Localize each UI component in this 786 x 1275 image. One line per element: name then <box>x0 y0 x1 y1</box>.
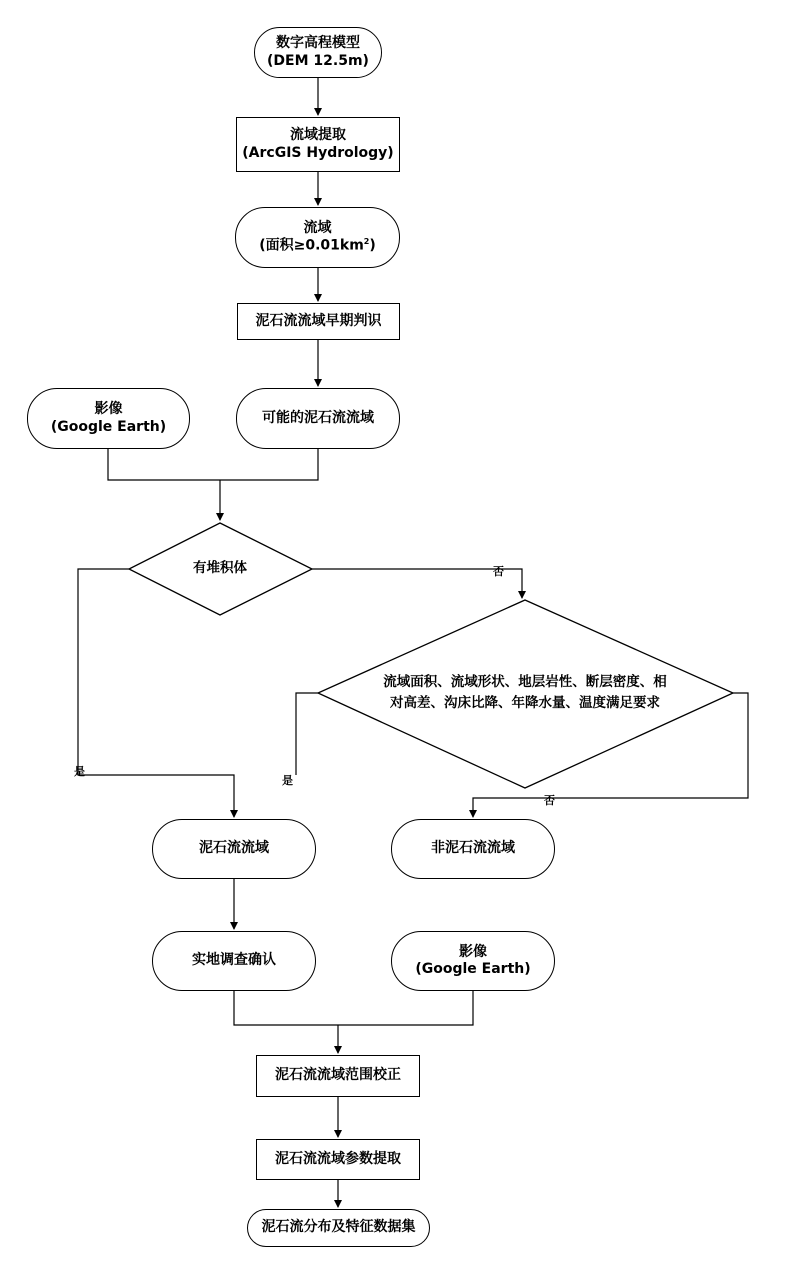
node-dataset-label: 泥石流分布及特征数据集 <box>261 1219 416 1236</box>
edge-label-deposit-no: 否 <box>493 565 504 578</box>
node-criteria-label <box>340 672 710 714</box>
node-correct <box>256 1055 420 1097</box>
node-basin-area-close: ) <box>369 237 376 254</box>
node-dem <box>254 27 382 78</box>
node-correct-label: 泥石流流域范围校正 <box>275 1067 401 1084</box>
node-extract <box>236 117 400 172</box>
node-debris-label: 泥石流流域 <box>199 840 269 857</box>
edge-criteria-yes <box>296 693 318 775</box>
node-dataset <box>247 1209 430 1247</box>
node-basin-area-text: (面积≥0.01km <box>259 237 364 254</box>
edge-label-deposit-yes: 是 <box>74 765 85 778</box>
node-basin-line2 <box>259 237 376 255</box>
node-debris <box>152 819 316 879</box>
node-extract-line1: 流域提取 <box>290 127 346 143</box>
node-image-1 <box>27 388 190 449</box>
node-survey <box>152 931 316 991</box>
node-dem-line2: (DEM 12.5m) <box>267 52 369 69</box>
node-criteria-line2: 对高差、沟床比降、年降水量、温度满足要求 <box>390 694 660 711</box>
node-survey-label: 实地调查确认 <box>192 952 276 969</box>
node-basin <box>235 207 400 268</box>
node-params-label: 泥石流流域参数提取 <box>275 1150 401 1167</box>
node-image-1-line1: 影像 <box>94 401 123 417</box>
edge-merge-to-deposit <box>108 449 318 480</box>
node-image-2 <box>391 931 555 991</box>
node-dem-line1: 数字高程模型 <box>276 35 360 51</box>
node-nondebris <box>391 819 555 879</box>
edge-label-criteria-yes: 是 <box>282 774 293 787</box>
node-possible <box>236 388 400 449</box>
node-deposit-label: 有堆积体 <box>193 560 247 576</box>
edge-label-criteria-no: 否 <box>544 794 555 807</box>
node-image-2-line1: 影像 <box>459 943 487 960</box>
edge-deposit-no <box>312 569 522 598</box>
node-params <box>256 1139 420 1180</box>
node-basin-area-exponent: 2 <box>363 237 370 247</box>
node-image-2-line2: (Google Earth) <box>415 961 531 977</box>
node-extract-line2: (ArcGIS Hydrology) <box>242 144 394 161</box>
node-early-label: 泥石流流域早期判识 <box>255 312 382 329</box>
node-early <box>237 303 400 340</box>
node-criteria-line1: 流域面积、流域形状、地层岩性、断层密度、相 <box>383 674 667 690</box>
node-image-1-line2: (Google Earth) <box>50 418 167 435</box>
node-basin-line1: 流域 <box>303 219 332 236</box>
node-possible-label: 可能的泥石流流域 <box>262 409 374 426</box>
node-nondebris-label: 非泥石流流域 <box>431 840 515 857</box>
edge-merge-to-correct <box>234 991 473 1025</box>
